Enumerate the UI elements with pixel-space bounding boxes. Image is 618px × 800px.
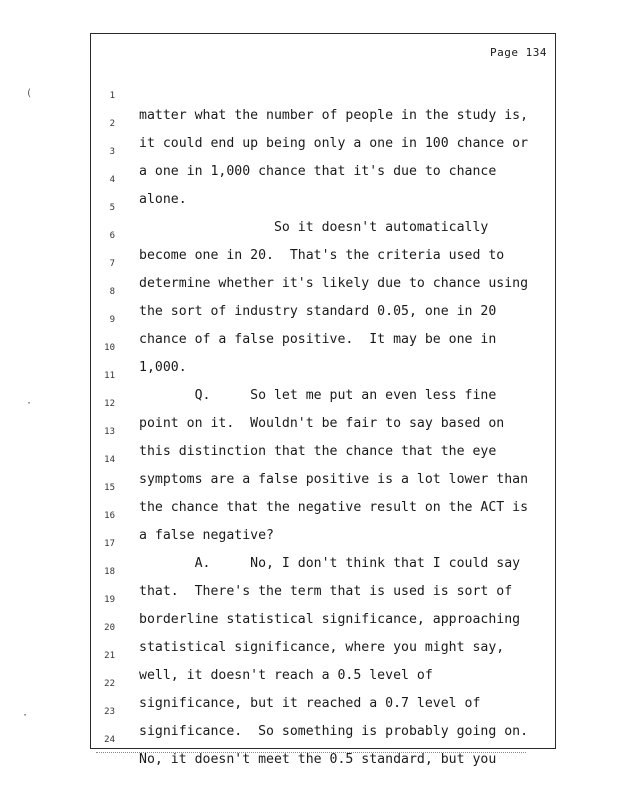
line-text: a false negative?	[139, 528, 274, 543]
line-text: No, it doesn't meet the 0.5 standard, but you	[139, 752, 497, 767]
scan-mark: (	[26, 88, 33, 99]
bottom-rule	[96, 752, 526, 753]
line-text: significance, but it reached a 0.7 level of	[139, 696, 481, 711]
line-number: 2	[109, 119, 115, 129]
line-text: borderline statistical significance, approaching	[139, 612, 521, 627]
line-number: 10	[104, 343, 115, 353]
line-text: significance. So something is probably going on.	[139, 724, 529, 739]
line-text: symptoms are a false positive is a lot lower than	[139, 472, 529, 487]
line-number: 5	[109, 203, 115, 213]
line-text: chance of a false positive. It may be one in	[139, 332, 497, 347]
scan-mark: ·	[26, 398, 33, 409]
line-number: 20	[104, 623, 115, 633]
line-number: 9	[109, 315, 115, 325]
page-number: Page 134	[490, 46, 547, 59]
line-text: determine whether it's likely due to chance using	[139, 276, 529, 291]
line-text: statistical significance, where you might say,	[139, 640, 505, 655]
line-number: 13	[104, 427, 115, 437]
line-text: the chance that the negative result on the ACT is	[139, 500, 529, 515]
line-number: 4	[109, 175, 115, 185]
line-text: that. There's the term that is used is sort of	[139, 584, 513, 599]
line-text: well, it doesn't reach a 0.5 level of	[139, 668, 433, 683]
line-text: So it doesn't automatically	[139, 220, 489, 235]
line-number: 21	[104, 651, 115, 661]
line-number: 18	[104, 567, 115, 577]
line-text: Q. So let me put an even less fine	[139, 388, 497, 403]
line-text: it could end up being only a one in 100 chance or	[139, 136, 529, 151]
scan-mark: ·	[22, 710, 29, 721]
line-text: matter what the number of people in the study is,	[139, 108, 529, 123]
line-number: 7	[109, 259, 115, 269]
line-number: 1	[109, 91, 115, 101]
line-text: this distinction that the chance that the eye	[139, 444, 497, 459]
line-number: 11	[104, 371, 115, 381]
line-text: a one in 1,000 chance that it's due to chance	[139, 164, 497, 179]
line-number: 15	[104, 483, 115, 493]
line-text: become one in 20. That's the criteria used to	[139, 248, 505, 263]
transcript-line	[91, 66, 555, 123]
line-number: 6	[109, 231, 115, 241]
line-number: 23	[104, 707, 115, 717]
line-number: 17	[104, 539, 115, 549]
line-number: 8	[109, 287, 115, 297]
line-number: 16	[104, 511, 115, 521]
line-number: 19	[104, 595, 115, 605]
line-number: 24	[104, 735, 115, 745]
line-number: 22	[104, 679, 115, 689]
line-number: 14	[104, 455, 115, 465]
line-text: A. No, I don't think that I could say	[139, 556, 521, 571]
line-number: 3	[109, 147, 115, 157]
line-text: 1,000.	[139, 360, 187, 375]
line-number: 12	[104, 399, 115, 409]
transcript-page	[90, 33, 556, 767]
line-text: the sort of industry standard 0.05, one in 20	[139, 304, 497, 319]
line-text: point on it. Wouldn't be fair to say based on	[139, 416, 505, 431]
line-text: alone.	[139, 192, 187, 207]
